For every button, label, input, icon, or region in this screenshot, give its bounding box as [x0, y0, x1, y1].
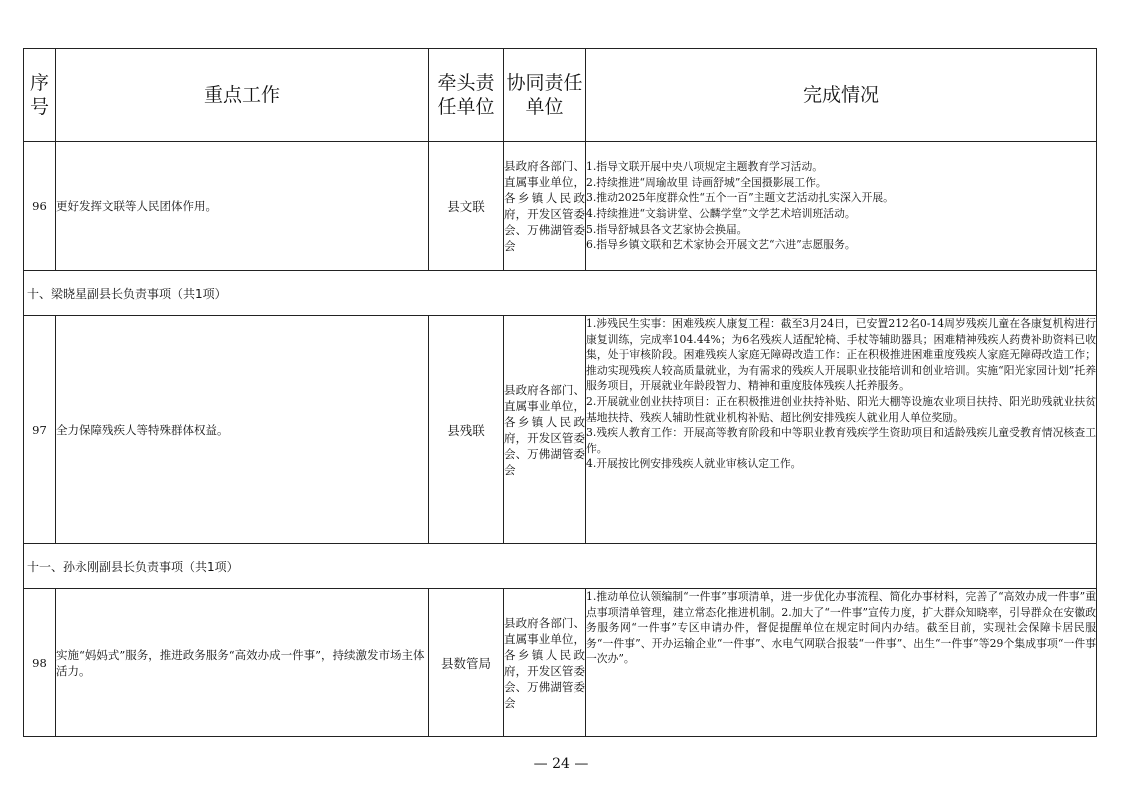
row-key-work: 全力保障残疾人等特殊群体权益。	[56, 316, 429, 544]
header-lead-unit: 牵头责任单位	[429, 49, 504, 142]
row-coop-unit: 县政府各部门、直属事业单位，各乡镇人民政府，开发区管委会、万佛湖管委会	[504, 142, 586, 271]
row-status	[586, 142, 1097, 271]
section-title: 十、梁晓星副县长负责事项（共1项）	[24, 271, 1097, 316]
row-number: 98	[24, 589, 56, 737]
status-line: 4.开展按比例安排残疾人就业审核认定工作。	[586, 457, 802, 471]
section-row	[24, 544, 1097, 589]
status-line: 3.推动2025年度群众性“五个一百”主题文艺活动扎实深入开展。	[586, 191, 894, 205]
status-line: 2.开展就业创业扶持项目：正在积极推进创业扶持补贴、阳光大棚等设施农业项目扶持、阳光助残就业扶贫基地扶持、残疾人辅助性就业机构补贴、超比例安排残疾人就业用人单位奖励。	[586, 394, 1096, 424]
status-line: 6.指导乡镇文联和艺术家协会开展文艺“六进”志愿服务。	[586, 238, 856, 252]
row-number: 97	[24, 316, 56, 544]
section-title: 十一、孙永刚副县长负责事项（共1项）	[24, 544, 1097, 589]
table-header-row	[24, 49, 1097, 142]
row-coop-unit: 县政府各部门、直属事业单位，各乡镇人民政府，开发区管委会、万佛湖管委会	[504, 316, 586, 544]
work-table	[23, 48, 1097, 737]
status-line: 1.推动单位认领编制“一件事”事项清单，进一步优化办事流程、简化办事材料，完善了“高效办成一件事”重点事项清单管理，建立常态化推进机制。2.加大了“一件事”宣传力度，扩大群众知晓率，引导群众在安徽政务服务网“一件事”专区申请办件，督促提醒单位在规定时间内办结。截至目前，实现社会保障卡居民服务“一件事”、开办运输企业“一件事”、水电气网联合报装“一件事”、出生“一件事”等29个集成事项“一件事一次办”。	[586, 590, 1096, 666]
page-number: — 24 —	[533, 756, 589, 772]
status-line: 4.持续推进“文翁讲堂、公麟学堂”文学艺术培训班活动。	[586, 207, 856, 220]
header-coop-unit: 协同责任单位	[504, 49, 586, 142]
table-row	[24, 589, 1097, 737]
status-line: 1.指导文联开展中央八项规定主题教育学习活动。	[586, 160, 824, 174]
status-line: 3.残疾人教育工作：开展高等教育阶段和中等职业教育残疾学生资助项目和适龄残疾儿童受教育情况核查工作。	[586, 426, 1096, 455]
row-status	[586, 316, 1097, 544]
row-lead-unit: 县文联	[429, 142, 504, 271]
table-row	[24, 142, 1097, 271]
status-line: 1.涉残民生实事：困难残疾人康复工程：截至3月24日，已安置212名0-14周岁残疾儿童在各康复机构进行康复训练，完成率104.44%；为6名残疾人适配轮椅、手杖等辅助器具；困难精神残疾人药费补助资料已收集，处于审核阶段。困难残疾人家庭无障碍改造工作：正在积极推进困难重度残疾人家庭无障碍改造工作；推动实现残疾人较高质量就业，为有需求的残疾人开展职业技能培训和创业培训。实施“阳光家园计划”托养服务项目，开展就业年龄段智力、精神和重度肢体残疾人托养服务。	[586, 317, 1096, 393]
row-lead-unit: 县数管局	[429, 589, 504, 737]
status-line: 2.持续推进“周瑜故里 诗画舒城”全国摄影展工作。	[586, 175, 827, 189]
row-status	[586, 589, 1097, 737]
status-line: 5.指导舒城县各文艺家协会换届。	[586, 222, 748, 236]
row-lead-unit: 县残联	[429, 316, 504, 544]
row-number: 96	[24, 142, 56, 271]
row-key-work: 更好发挥文联等人民团体作用。	[56, 142, 429, 271]
row-coop-unit: 县政府各部门、直属事业单位，各乡镇人民政府，开发区管委会、万佛湖管委会	[504, 589, 586, 737]
table-row	[24, 316, 1097, 544]
row-key-work: 实施“妈妈式”服务，推进政务服务“高效办成一件事”，持续激发市场主体活力。	[56, 589, 429, 737]
header-seq: 序号	[24, 49, 56, 142]
header-status: 完成情况	[586, 49, 1097, 142]
header-key-work: 重点工作	[56, 49, 429, 142]
section-row	[24, 271, 1097, 316]
